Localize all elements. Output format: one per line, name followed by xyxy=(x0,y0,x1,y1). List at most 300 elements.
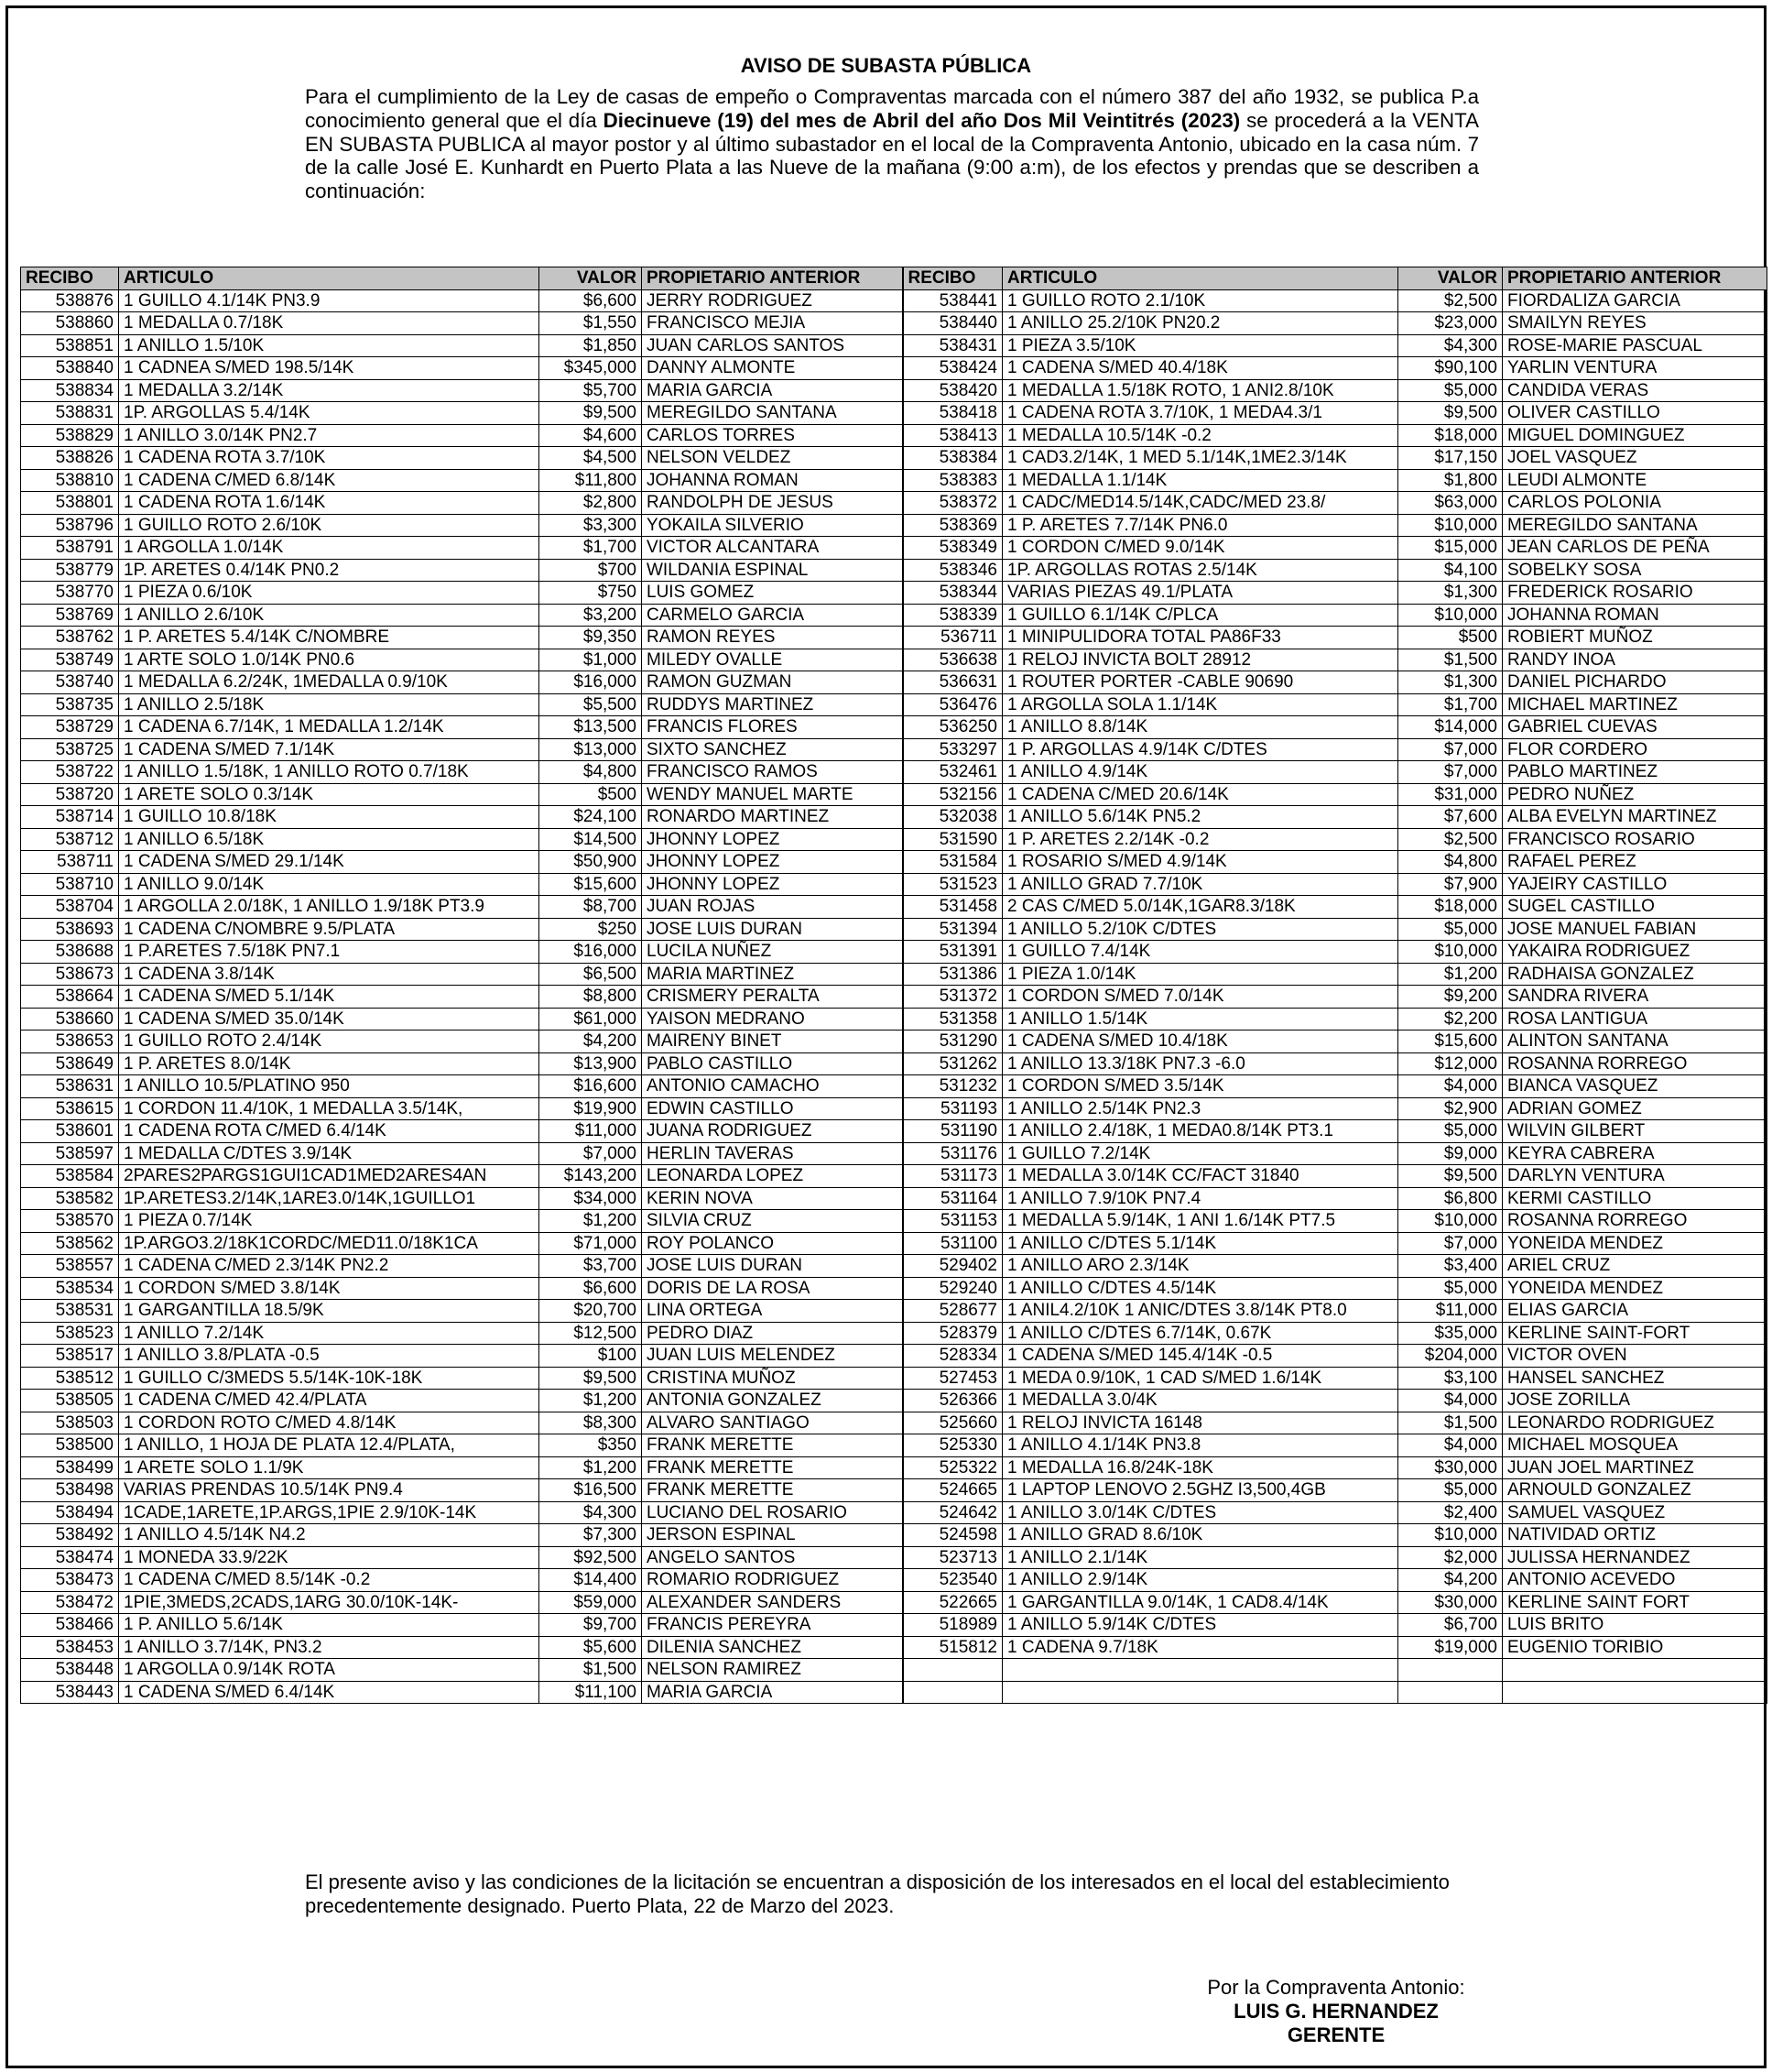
propietario-cell: FREDERICK ROSARIO xyxy=(1503,582,1767,605)
articulo-cell: 1 ANILLO 2.5/14K PN2.3 xyxy=(1003,1097,1398,1120)
articulo-cell: 1 ANILLO 9.0/14K xyxy=(119,873,539,896)
recibo-cell: 538631 xyxy=(21,1075,119,1098)
propietario-cell: NATIVIDAD ORTIZ xyxy=(1503,1524,1767,1547)
recibo-cell: 536476 xyxy=(903,693,1003,716)
table-row xyxy=(21,627,1767,649)
table-row xyxy=(21,1300,1767,1323)
articulo-cell: 1 CADENA 6.7/14K, 1 MEDALLA 1.2/14K xyxy=(119,716,539,739)
articulo-cell: 1 GUILLO 6.1/14K C/PLCA xyxy=(1003,604,1398,627)
propietario-cell: ROSE-MARIE PASCUAL xyxy=(1503,334,1767,357)
articulo-cell: 1 P. ARETES 2.2/14K -0.2 xyxy=(1003,828,1398,851)
propietario-cell: KEYRA CABRERA xyxy=(1503,1142,1767,1165)
recibo-cell: 538413 xyxy=(903,424,1003,447)
articulo-cell: 1 CADENA C/NOMBRE 9.5/PLATA xyxy=(119,918,539,941)
table-row xyxy=(21,1165,1767,1188)
propietario-cell: LEONARDA LOPEZ xyxy=(642,1165,903,1188)
valor-cell: $6,600 xyxy=(539,1277,642,1300)
propietario-cell: RANDOLPH DE JESUS xyxy=(642,492,903,515)
table-row xyxy=(21,851,1767,874)
articulo-cell: 1 ROSARIO S/MED 4.9/14K xyxy=(1003,851,1398,874)
recibo-cell: 538720 xyxy=(21,783,119,806)
table-row xyxy=(21,424,1767,447)
recibo-cell: 531232 xyxy=(903,1075,1003,1098)
articulo-cell: 1P.ARGO3.2/18K1CORDC/MED11.0/18K1CA xyxy=(119,1232,539,1255)
recibo-cell: 538441 xyxy=(903,289,1003,312)
propietario-cell: MARIA GARCIA xyxy=(642,379,903,402)
recibo-cell: 531190 xyxy=(903,1120,1003,1143)
propietario-cell: SIXTO SANCHEZ xyxy=(642,738,903,761)
recibo-cell: 538383 xyxy=(903,469,1003,492)
propietario-cell: RAMON GUZMAN xyxy=(642,671,903,694)
valor-cell: $11,100 xyxy=(539,1681,642,1704)
valor-cell: $3,700 xyxy=(539,1255,642,1278)
propietario-cell: ALBA EVELYN MARTINEZ xyxy=(1503,806,1767,829)
valor-cell: $5,700 xyxy=(539,379,642,402)
articulo-cell: 1 CADENA S/MED 35.0/14K xyxy=(119,1008,539,1031)
valor-cell: $1,200 xyxy=(1398,963,1503,986)
recibo-cell: 538762 xyxy=(21,627,119,649)
table-row xyxy=(21,1075,1767,1098)
valor-cell: $71,000 xyxy=(539,1232,642,1255)
propietario-cell: MILEDY OVALLE xyxy=(642,649,903,671)
articulo-cell: 1 CADENA S/MED 6.4/14K xyxy=(119,1681,539,1704)
recibo-cell: 538829 xyxy=(21,424,119,447)
table-row xyxy=(21,1345,1767,1368)
recibo-cell: 528334 xyxy=(903,1345,1003,1368)
table-row xyxy=(21,1120,1767,1143)
propietario-cell: VICTOR ALCANTARA xyxy=(642,537,903,560)
table-row xyxy=(21,514,1767,537)
recibo-cell: 538474 xyxy=(21,1546,119,1569)
table-row xyxy=(21,963,1767,986)
articulo-cell: 1 CADNEA S/MED 198.5/14K xyxy=(119,357,539,380)
valor-cell: $9,350 xyxy=(539,627,642,649)
articulo-cell: 1 GARGANTILLA 18.5/9K xyxy=(119,1300,539,1323)
valor-cell: $13,000 xyxy=(539,738,642,761)
recibo-cell: 538729 xyxy=(21,716,119,739)
recibo-cell: 528677 xyxy=(903,1300,1003,1323)
recibo-cell: 538653 xyxy=(21,1031,119,1053)
articulo-cell: 1 ANILLO GRAD 8.6/10K xyxy=(1003,1524,1398,1547)
table-row xyxy=(21,1187,1767,1210)
articulo-cell: 1 ANILLO 1.5/14K xyxy=(1003,1008,1398,1031)
valor-cell: $4,100 xyxy=(1398,559,1503,582)
valor-cell: $2,900 xyxy=(1398,1097,1503,1120)
recibo-cell: 538801 xyxy=(21,492,119,515)
articulo-cell: 1 MEDALLA C/DTES 3.9/14K xyxy=(119,1142,539,1165)
recibo-cell: 525330 xyxy=(903,1434,1003,1457)
valor-cell: $3,400 xyxy=(1398,1255,1503,1278)
propietario-cell: LUCILA NUÑEZ xyxy=(642,941,903,964)
table-row xyxy=(21,1434,1767,1457)
recibo-cell: 538770 xyxy=(21,582,119,605)
articulo-cell: 1 CORDON 11.4/10K, 1 MEDALLA 3.5/14K, xyxy=(119,1097,539,1120)
articulo-cell: 1 GUILLO ROTO 2.1/10K xyxy=(1003,289,1398,312)
propietario-cell: ANTONIO CAMACHO xyxy=(642,1075,903,1098)
propietario-cell: YAKAIRA RODRIGUEZ xyxy=(1503,941,1767,964)
articulo-cell: 1 MEDA 0.9/10K, 1 CAD S/MED 1.6/14K xyxy=(1003,1367,1398,1390)
propietario-cell: ROSA LANTIGUA xyxy=(1503,1008,1767,1031)
recibo-cell: 532038 xyxy=(903,806,1003,829)
valor-cell xyxy=(1398,1659,1503,1682)
valor-cell: $2,500 xyxy=(1398,289,1503,312)
valor-cell: $59,000 xyxy=(539,1591,642,1614)
valor-cell: $3,100 xyxy=(1398,1367,1503,1390)
articulo-cell: 1 P. ARGOLLAS 4.9/14K C/DTES xyxy=(1003,738,1398,761)
valor-cell: $1,500 xyxy=(1398,1412,1503,1434)
articulo-cell: 1 MEDALLA 0.7/18K xyxy=(119,312,539,335)
articulo-cell: 1 CADENA ROTA 1.6/14K xyxy=(119,492,539,515)
valor-cell: $1,550 xyxy=(539,312,642,335)
articulo-cell: 1 ANILLO 1.5/10K xyxy=(119,334,539,357)
valor-cell: $4,800 xyxy=(539,761,642,784)
table-row xyxy=(21,1390,1767,1412)
recibo-cell: 536638 xyxy=(903,649,1003,671)
recibo-cell: 538749 xyxy=(21,649,119,671)
valor-cell: $5,000 xyxy=(1398,1120,1503,1143)
recibo-cell: 527453 xyxy=(903,1367,1003,1390)
valor-cell: $16,500 xyxy=(539,1479,642,1502)
propietario-cell: DARLYN VENTURA xyxy=(1503,1165,1767,1188)
propietario-cell: MARIA MARTINEZ xyxy=(642,963,903,986)
articulo-cell: 1 CORDON S/MED 3.5/14K xyxy=(1003,1075,1398,1098)
valor-cell: $6,600 xyxy=(539,289,642,312)
recibo-cell: 538740 xyxy=(21,671,119,694)
valor-cell: $13,500 xyxy=(539,716,642,739)
valor-cell: $34,000 xyxy=(539,1187,642,1210)
recibo-cell: 523713 xyxy=(903,1546,1003,1569)
propietario-cell: ARIEL CRUZ xyxy=(1503,1255,1767,1278)
valor-cell: $4,300 xyxy=(539,1501,642,1524)
valor-cell: $345,000 xyxy=(539,357,642,380)
recibo-cell: 538453 xyxy=(21,1636,119,1659)
items-table-body xyxy=(21,289,1767,1704)
propietario-cell: SUGEL CASTILLO xyxy=(1503,896,1767,919)
valor-cell: $5,000 xyxy=(1398,1479,1503,1502)
recibo-cell: 531176 xyxy=(903,1142,1003,1165)
valor-cell: $30,000 xyxy=(1398,1456,1503,1479)
propietario-cell: FRANCISCO ROSARIO xyxy=(1503,828,1767,851)
recibo-cell: 531394 xyxy=(903,918,1003,941)
articulo-cell: 1 P. ARETES 7.7/14K PN6.0 xyxy=(1003,514,1398,537)
table-row xyxy=(21,941,1767,964)
propietario-cell: JOHANNA ROMAN xyxy=(1503,604,1767,627)
valor-cell: $15,600 xyxy=(1398,1031,1503,1053)
recibo-cell: 538582 xyxy=(21,1187,119,1210)
recibo-cell: 515812 xyxy=(903,1636,1003,1659)
notice-intro xyxy=(305,85,1479,203)
valor-cell: $23,000 xyxy=(1398,312,1503,335)
articulo-cell: 1 CAD3.2/14K, 1 MED 5.1/14K,1ME2.3/14K xyxy=(1003,447,1398,470)
articulo-cell: 1 P. ARETES 8.0/14K xyxy=(119,1052,539,1075)
recibo-cell: 538494 xyxy=(21,1501,119,1524)
recibo-cell: 531584 xyxy=(903,851,1003,874)
propietario-cell: OLIVER CASTILLO xyxy=(1503,402,1767,425)
articulo-cell: 1 P. ARETES 5.4/14K C/NOMBRE xyxy=(119,627,539,649)
articulo-cell: 1 CORDON ROTO C/MED 4.8/14K xyxy=(119,1412,539,1434)
valor-cell: $19,900 xyxy=(539,1097,642,1120)
articulo-cell: 1 CORDON C/MED 9.0/14K xyxy=(1003,537,1398,560)
propietario-cell: PABLO MARTINEZ xyxy=(1503,761,1767,784)
propietario-cell: PEDRO NUÑEZ xyxy=(1503,783,1767,806)
valor-cell: $31,000 xyxy=(1398,783,1503,806)
valor-cell: $18,000 xyxy=(1398,896,1503,919)
articulo-cell: 1 CADENA C/MED 20.6/14K xyxy=(1003,783,1398,806)
valor-cell: $2,200 xyxy=(1398,1008,1503,1031)
articulo-cell: VARIAS PIEZAS 49.1/PLATA xyxy=(1003,582,1398,605)
recibo-cell: 538601 xyxy=(21,1120,119,1143)
valor-cell: $24,100 xyxy=(539,806,642,829)
articulo-cell: 2PARES2PARGS1GUI1CAD1MED2ARES4AN xyxy=(119,1165,539,1188)
recibo-cell: 538735 xyxy=(21,693,119,716)
recibo-cell: 538704 xyxy=(21,896,119,919)
articulo-cell: 1P. ARETES 0.4/14K PN0.2 xyxy=(119,559,539,582)
articulo-cell: 1 ARETE SOLO 1.1/9K xyxy=(119,1456,539,1479)
table-row xyxy=(21,1569,1767,1592)
table-row xyxy=(21,1636,1767,1659)
valor-cell: $10,000 xyxy=(1398,1210,1503,1233)
valor-cell: $12,000 xyxy=(1398,1052,1503,1075)
recibo-cell: 538562 xyxy=(21,1232,119,1255)
recibo-cell: 538500 xyxy=(21,1434,119,1457)
valor-cell: $30,000 xyxy=(1398,1591,1503,1614)
propietario-cell: BIANCA VASQUEZ xyxy=(1503,1075,1767,1098)
valor-cell: $2,000 xyxy=(1398,1546,1503,1569)
propietario-cell: JOHANNA ROMAN xyxy=(642,469,903,492)
articulo-cell: 1 GUILLO 7.4/14K xyxy=(1003,941,1398,964)
table-row xyxy=(21,492,1767,515)
recibo-cell: 538505 xyxy=(21,1390,119,1412)
valor-cell: $14,400 xyxy=(539,1569,642,1592)
articulo-cell: 1 ANILLO 4.1/14K PN3.8 xyxy=(1003,1434,1398,1457)
recibo-cell: 538712 xyxy=(21,828,119,851)
articulo-cell: 1 ANILLO 2.9/14K xyxy=(1003,1569,1398,1592)
valor-cell: $9,200 xyxy=(1398,986,1503,1009)
articulo-cell: 1 CADC/MED14.5/14K,CADC/MED 23.8/ xyxy=(1003,492,1398,515)
recibo-cell: 532156 xyxy=(903,783,1003,806)
articulo-cell: 1 ANILLO 13.3/18K PN7.3 -6.0 xyxy=(1003,1052,1398,1075)
valor-cell: $9,700 xyxy=(539,1614,642,1637)
table-row xyxy=(21,693,1767,716)
propietario-cell: HANSEL SANCHEZ xyxy=(1503,1367,1767,1390)
recibo-cell: 525322 xyxy=(903,1456,1003,1479)
articulo-cell: 1 CADENA ROTA C/MED 6.4/14K xyxy=(119,1120,539,1143)
propietario-cell: KERMI CASTILLO xyxy=(1503,1187,1767,1210)
propietario-cell: YAISON MEDRANO xyxy=(642,1008,903,1031)
table-row xyxy=(21,447,1767,470)
recibo-cell: 538834 xyxy=(21,379,119,402)
articulo-cell: 1 CADENA S/MED 10.4/18K xyxy=(1003,1031,1398,1053)
recibo-cell: 532461 xyxy=(903,761,1003,784)
propietario-cell: DANIEL PICHARDO xyxy=(1503,671,1767,694)
valor-cell: $750 xyxy=(539,582,642,605)
propietario-cell: ROSANNA RORREGO xyxy=(1503,1210,1767,1233)
articulo-cell: 1 CADENA ROTA 3.7/10K, 1 MEDA4.3/1 xyxy=(1003,402,1398,425)
recibo-cell: 525660 xyxy=(903,1412,1003,1434)
recibo-cell: 538424 xyxy=(903,357,1003,380)
recibo-cell: 538826 xyxy=(21,447,119,470)
articulo-cell: 1 MEDALLA 3.2/14K xyxy=(119,379,539,402)
valor-cell: $14,500 xyxy=(539,828,642,851)
intro-text-2: se procederá a la VENTA EN SUBASTA PUBLICA al mayor postor y al último subastador en el local de la Compraventa Antonio, ubicado en la casa núm. 7 de la calle José E. Kunhardt en Puerto Plata a las Nueve de la mañana (9:00 a:m), de los efectos y prendas que se describen a continuación: xyxy=(305,108,1479,203)
recibo-cell: 526366 xyxy=(903,1390,1003,1412)
articulo-cell: 1 CADENA C/MED 6.8/14K xyxy=(119,469,539,492)
propietario-cell: MICHAEL MARTINEZ xyxy=(1503,693,1767,716)
valor-cell: $7,000 xyxy=(539,1142,642,1165)
table-row xyxy=(21,918,1767,941)
table-row xyxy=(21,1591,1767,1614)
table-row xyxy=(21,1142,1767,1165)
articulo-cell: 1 CADENA C/MED 42.4/PLATA xyxy=(119,1390,539,1412)
table-row xyxy=(21,1008,1767,1031)
recibo-cell: 538688 xyxy=(21,941,119,964)
articulo-cell: 1 ARGOLLA SOLA 1.1/14K xyxy=(1003,693,1398,716)
valor-cell: $7,300 xyxy=(539,1524,642,1547)
table-row xyxy=(21,402,1767,425)
header-articulo: ARTICULO xyxy=(1003,267,1398,290)
valor-cell: $4,300 xyxy=(1398,334,1503,357)
recibo-cell: 531458 xyxy=(903,896,1003,919)
propietario-cell: FLOR CORDERO xyxy=(1503,738,1767,761)
valor-cell: $8,800 xyxy=(539,986,642,1009)
valor-cell: $4,000 xyxy=(1398,1075,1503,1098)
propietario-cell: FRANK MERETTE xyxy=(642,1456,903,1479)
articulo-cell: 1P. ARGOLLAS ROTAS 2.5/14K xyxy=(1003,559,1398,582)
valor-cell: $7,600 xyxy=(1398,806,1503,829)
valor-cell: $1,200 xyxy=(539,1456,642,1479)
propietario-cell: RADHAISA GONZALEZ xyxy=(1503,963,1767,986)
propietario-cell: DANNY ALMONTE xyxy=(642,357,903,380)
propietario-cell: LINA ORTEGA xyxy=(642,1300,903,1323)
table-row xyxy=(21,986,1767,1009)
table-row xyxy=(21,604,1767,627)
propietario-cell: ALVARO SANTIAGO xyxy=(642,1412,903,1434)
propietario-cell: FRANK MERETTE xyxy=(642,1479,903,1502)
propietario-cell: CARLOS POLONIA xyxy=(1503,492,1767,515)
propietario-cell: YOKAILA SILVERIO xyxy=(642,514,903,537)
recibo-cell: 523540 xyxy=(903,1569,1003,1592)
intro-text-1: Para el cumplimiento de la Ley de casas de empeño o Compraventas marcada con el número 387 del año 1932, se publica P.a conocimiento general que el día xyxy=(305,85,1479,132)
recibo-cell: 538840 xyxy=(21,357,119,380)
notice-title: AVISO DE SUBASTA PÚBLICA xyxy=(740,54,1032,77)
articulo-cell: 1 ANILLO 1.5/18K, 1 ANILLO ROTO 0.7/18K xyxy=(119,761,539,784)
notice-page xyxy=(5,5,1767,2068)
articulo-cell: 1P.ARETES3.2/14K,1ARE3.0/14K,1GUILLO1 xyxy=(119,1187,539,1210)
header-propietario: PROPIETARIO ANTERIOR xyxy=(642,267,903,290)
recibo-cell: 538448 xyxy=(21,1659,119,1682)
articulo-cell: 1 CADENA S/MED 5.1/14K xyxy=(119,986,539,1009)
valor-cell: $9,500 xyxy=(539,1367,642,1390)
valor-cell: $92,500 xyxy=(539,1546,642,1569)
propietario-cell: JEAN CARLOS DE PEÑA xyxy=(1503,537,1767,560)
propietario-cell: CANDIDA VERAS xyxy=(1503,379,1767,402)
propietario-cell: EDWIN CASTILLO xyxy=(642,1097,903,1120)
table-row xyxy=(21,1546,1767,1569)
table-row xyxy=(21,783,1767,806)
valor-cell: $6,500 xyxy=(539,963,642,986)
valor-cell: $5,000 xyxy=(1398,918,1503,941)
recibo-cell: 538472 xyxy=(21,1591,119,1614)
propietario-cell: CARMELO GARCIA xyxy=(642,604,903,627)
propietario-cell: LEONARDO RODRIGUEZ xyxy=(1503,1412,1767,1434)
recibo-cell: 538597 xyxy=(21,1142,119,1165)
propietario-cell: YONEIDA MENDEZ xyxy=(1503,1277,1767,1300)
propietario-cell: WILDANIA ESPINAL xyxy=(642,559,903,582)
valor-cell: $350 xyxy=(539,1434,642,1457)
table-row xyxy=(21,1367,1767,1390)
articulo-cell: 1 ANILLO 2.1/14K xyxy=(1003,1546,1398,1569)
valor-cell: $1,300 xyxy=(1398,671,1503,694)
valor-cell: $63,000 xyxy=(1398,492,1503,515)
propietario-cell: MICHAEL MOSQUEA xyxy=(1503,1434,1767,1457)
valor-cell: $6,700 xyxy=(1398,1614,1503,1637)
header-propietario: PROPIETARIO ANTERIOR xyxy=(1503,267,1767,290)
valor-cell: $8,700 xyxy=(539,896,642,919)
propietario-cell: JOSE LUIS DURAN xyxy=(642,918,903,941)
recibo-cell: 524642 xyxy=(903,1501,1003,1524)
articulo-cell: 1 PIEZA 3.5/10K xyxy=(1003,334,1398,357)
recibo-cell: 536631 xyxy=(903,671,1003,694)
valor-cell: $9,000 xyxy=(1398,1142,1503,1165)
propietario-cell: MARIA GARCIA xyxy=(642,1681,903,1704)
propietario-cell: CARLOS TORRES xyxy=(642,424,903,447)
valor-cell: $4,600 xyxy=(539,424,642,447)
propietario-cell: NELSON RAMIREZ xyxy=(642,1659,903,1682)
articulo-cell: 1 CADENA C/MED 2.3/14K PN2.2 xyxy=(119,1255,539,1278)
recibo-cell: 538349 xyxy=(903,537,1003,560)
valor-cell: $4,000 xyxy=(1398,1390,1503,1412)
header-valor: VALOR xyxy=(539,267,642,290)
recibo-cell: 538344 xyxy=(903,582,1003,605)
articulo-cell: 1 PIEZA 1.0/14K xyxy=(1003,963,1398,986)
recibo-cell: 538512 xyxy=(21,1367,119,1390)
table-row xyxy=(21,1456,1767,1479)
recibo-cell: 531372 xyxy=(903,986,1003,1009)
table-row xyxy=(21,1412,1767,1434)
propietario-cell: JOEL VASQUEZ xyxy=(1503,447,1767,470)
recibo-cell: 538492 xyxy=(21,1524,119,1547)
articulo-cell: 1 MEDALLA 1.5/18K ROTO, 1 ANI2.8/10K xyxy=(1003,379,1398,402)
valor-cell: $61,000 xyxy=(539,1008,642,1031)
articulo-cell: 1 PIEZA 0.7/14K xyxy=(119,1210,539,1233)
articulo-cell: 1CADE,1ARETE,1P.ARGS,1PIE 2.9/10K-14K xyxy=(119,1501,539,1524)
valor-cell: $16,000 xyxy=(539,941,642,964)
valor-cell: $4,800 xyxy=(1398,851,1503,874)
valor-cell: $7,000 xyxy=(1398,738,1503,761)
recibo-cell: 538440 xyxy=(903,312,1003,335)
table-row xyxy=(21,671,1767,694)
valor-cell: $11,000 xyxy=(539,1120,642,1143)
articulo-cell: 1 ARGOLLA 1.0/14K xyxy=(119,537,539,560)
table-row xyxy=(21,1614,1767,1637)
recibo-cell: 538570 xyxy=(21,1210,119,1233)
table-row xyxy=(21,1277,1767,1300)
propietario-cell: FRANCIS FLORES xyxy=(642,716,903,739)
propietario-cell: LEUDI ALMONTE xyxy=(1503,469,1767,492)
articulo-cell: 1 CADENA 9.7/18K xyxy=(1003,1636,1398,1659)
propietario-cell: ARNOULD GONZALEZ xyxy=(1503,1479,1767,1502)
valor-cell: $9,500 xyxy=(1398,1165,1503,1188)
table-row xyxy=(21,357,1767,380)
valor-cell: $18,000 xyxy=(1398,424,1503,447)
footer-text: El presente aviso y las condiciones de la licitación se encuentran a disposición de los interesados en el local del establecimiento precedentemente designado. Puerto Plata, 22 de Marzo del 2023. xyxy=(305,1870,1450,1917)
recibo-cell: 538693 xyxy=(21,918,119,941)
recibo-cell: 538584 xyxy=(21,1165,119,1188)
articulo-cell: 1 ANILLO 2.4/18K, 1 MEDA0.8/14K PT3.1 xyxy=(1003,1120,1398,1143)
recibo-cell: 538431 xyxy=(903,334,1003,357)
propietario-cell: JUAN LUIS MELENDEZ xyxy=(642,1345,903,1368)
recibo-cell: 538557 xyxy=(21,1255,119,1278)
